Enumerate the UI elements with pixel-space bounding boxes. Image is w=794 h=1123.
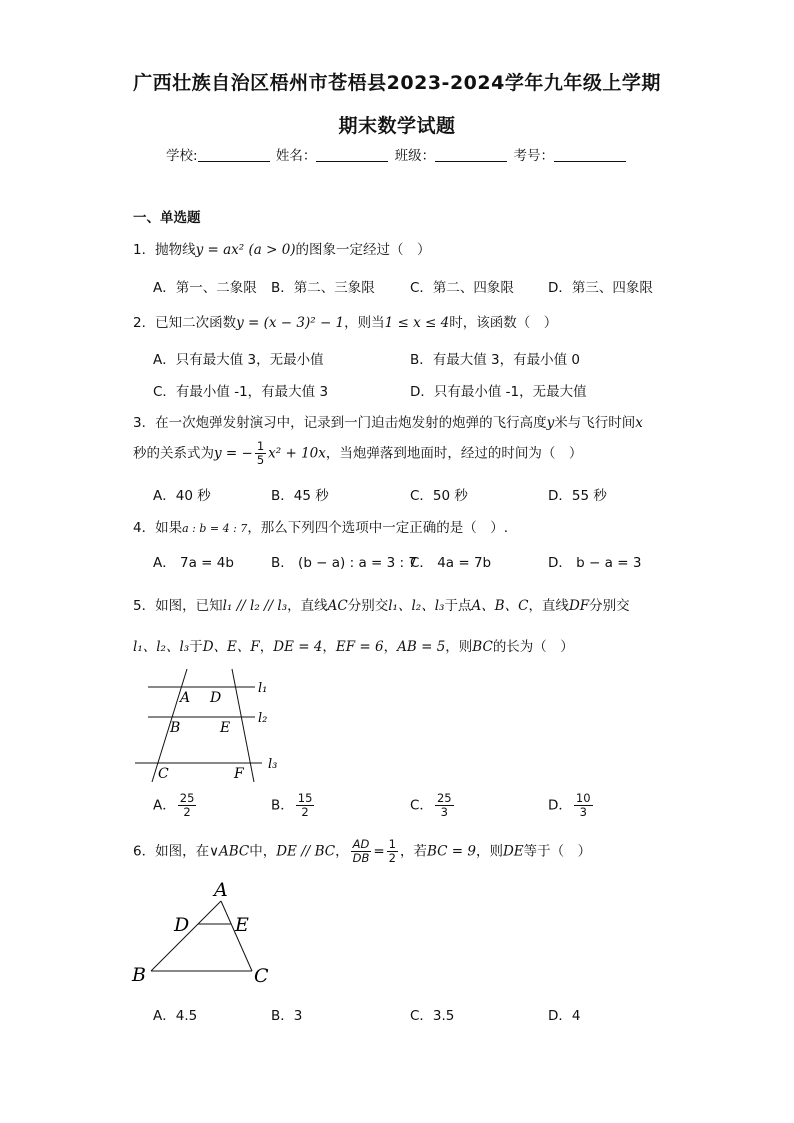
question-5-line1: 5．如图，已知l₁ // l₂ // l₃，直线AC分别交l₁、l₂、l₃于点A、B、C，直线DF分别交 [133,598,630,614]
label-b: B [132,964,146,986]
q2-option-b: B．有最大值 3，有最小值 0 [410,352,581,368]
q3-option-b: B．45 秒 [271,488,329,504]
school-label: 学校: [166,148,198,164]
q6-option-d: D．4 [548,1008,581,1024]
label-l1: l₁ [258,681,268,696]
q5-option-a: A． $\frac{25}{2}$ [153,791,195,820]
q6-option-c: C．3.5 [410,1008,455,1024]
label-e: E [220,720,231,736]
class-blank [435,148,507,162]
label-l2: l₂ [258,711,268,726]
label-a: A [180,690,191,706]
exam-number-blank [554,148,626,162]
side-ab [151,901,221,971]
q4-option-a: A． 7a = 4b [153,555,234,571]
question-1-stem: 1．抛物线y = ax² (a > 0)的图象一定经过（ ） [133,242,431,258]
exam-title-line2: 期末数学试题 [338,115,456,137]
q1-option-d: D．第三、四象限 [548,280,653,296]
q3-option-a: A．40 秒 [153,488,211,504]
q6-option-b: B．3 [271,1008,303,1024]
q1-option-a: A．第一、二象限 [153,280,257,296]
question-3-line2: 秒的关系式为y = − $\frac{1}{5}$ x² + 10x，当炮弹落到地面时，经过的时间为（ ） [133,439,583,468]
q1-option-b: B．第二、三象限 [271,280,375,296]
class-label: 班级： [394,148,436,164]
exam-number-label: 考号： [513,148,554,164]
side-ac [221,901,252,971]
q1-option-c: C．第二、四象限 [410,280,514,296]
triangle-figure [128,876,278,988]
question-3-line1: 3．在一次炮弹发射演习中，记录到一门迫击炮发射的炮弹的飞行高度y米与飞行时间x [133,415,643,431]
label-a: A [214,879,228,901]
question-5-line2: l₁、l₂、l₃于D、E、F，DE = 4，EF = 6，AB = 5，则BC的长为（ ） [133,639,574,655]
q4-option-d: D． b − a = 3 [548,555,642,571]
question-2-stem: 2．已知二次函数y = (x − 3)² − 1，则当1 ≤ x ≤ 4时，该函数（ ） [133,315,558,331]
student-info-row [0,144,794,164]
name-blank [316,148,388,162]
label-d: D [174,914,190,936]
parallel-lines-figure [130,666,290,788]
q2-option-a: A．只有最大值 3，无最小值 [153,352,324,368]
name-label: 姓名： [275,148,317,164]
school-blank [198,148,270,162]
q3-fraction: $\frac{1}{5}$ [256,439,265,468]
q2-option-d: D．只有最小值 -1，无最大值 [410,384,587,400]
q1-math: y = ax² (a > 0) [195,242,296,258]
exam-title-line1: 广西壮族自治区梧州市苍梧县2023-2024学年九年级上学期 [133,72,661,94]
q4-option-b: B． (b − a) : a = 3 : 7 [271,555,417,571]
label-b: B [170,720,181,736]
label-f: F [234,766,244,782]
label-l3: l₃ [268,757,278,772]
q5-option-c: C． $\frac{25}{3}$ [410,791,452,820]
q2-option-c: C．有最小值 -1，有最大值 3 [153,384,329,400]
q3-option-c: C．50 秒 [410,488,468,504]
q5-option-d: D． $\frac{10}{3}$ [548,791,591,820]
q6-ratio-fraction: $\frac{AD}{DB}$ [352,837,370,866]
q4-option-c: C． 4a = 7b [410,555,492,571]
label-c: C [158,766,169,782]
label-d: D [210,690,222,706]
q5-option-b: B． $\frac{15}{2}$ [271,791,313,820]
section-heading: 一、单选题 [133,210,201,226]
label-c: C [254,965,269,987]
question-4-stem: 4．如果a : b = 4 : 7，那么下列四个选项中一定正确的是（ ）. [133,520,509,536]
label-e: E [235,914,249,936]
q3-option-d: D．55 秒 [548,488,607,504]
question-6-stem: 6．如图，在∨ABC中，DE // BC， $\frac{AD}{DB}$ = $\frac{1}{2}$ ，若BC = 9，则DE等于（ ） [133,837,592,866]
q6-option-a: A．4.5 [153,1008,198,1024]
